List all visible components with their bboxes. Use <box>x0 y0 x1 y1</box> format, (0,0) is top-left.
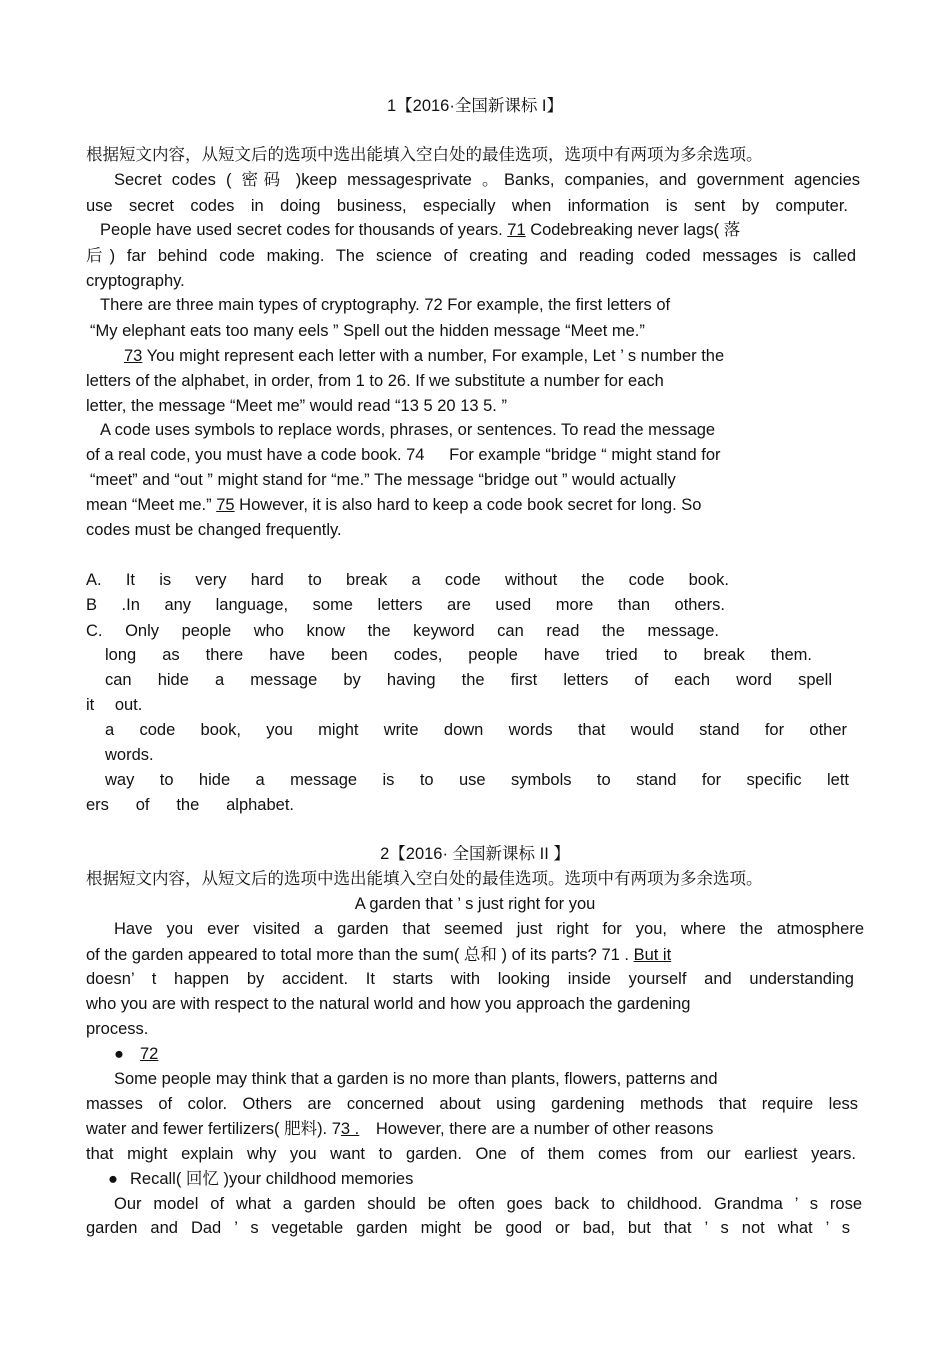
blank-71: 71 <box>507 221 526 239</box>
s1-line-5: cryptography. <box>86 272 185 290</box>
s2-line-1: Have you ever visited a garden that seemed just right for you, where the atmosphere <box>114 920 864 938</box>
bullet-icon: ● <box>108 1170 118 1188</box>
s1-line-8: 73 You might represent each letter with a number, For example, Let ’ s number the <box>124 347 725 365</box>
option-f-cont: words. <box>105 746 154 764</box>
option-g-cont: ers of the alphabet. <box>86 796 294 814</box>
blank-73: 3 . <box>340 1120 360 1138</box>
s2-line-9: that might explain why you want to garden. One of them comes from our earliest years. <box>86 1145 856 1163</box>
s2-line-7: masses of color. Others are concerned about using gardening methods that require less <box>86 1095 858 1113</box>
s2-line-6: Some people may think that a garden is no more than plants, flowers, patterns and <box>114 1070 718 1088</box>
section2-instruction: 根据短文内容，从短文后的选项中选出能填入空白处的最佳选项。选项中有两项为多余选项。 <box>86 870 763 888</box>
s2-line-2: of the garden appeared to total more than the sum( 总和 ) of its parts? 71 . But it <box>86 946 672 964</box>
blank-75: 75 <box>216 496 235 514</box>
option-b: B .In any language, some letters are used more than others. <box>86 596 725 614</box>
s2-heading-72 <box>114 1043 894 1065</box>
section2-subtitle: A garden that ’ s just right for you <box>354 895 596 913</box>
section1-instruction: 根据短文内容，从短文后的选项中选出能填入空白处的最佳选项，选项中有两项为多余选项。 <box>86 146 763 164</box>
option-c: C. Only people who know the keyword can read the message. <box>86 622 719 640</box>
s2-line-11: garden and Dad ’ s vegetable garden might be good or bad, but that ’ s not what ’ s <box>86 1219 850 1237</box>
s2-line-3: doesn’ t happen by accident. It starts with looking inside yourself and understanding <box>86 970 854 988</box>
option-g: way to hide a message is to use symbols to stand for specific lett <box>105 771 849 789</box>
s1-line-13: “meet” and “out ” might stand for “me.” The message “bridge out ” would actually <box>90 471 676 489</box>
s1-line-15: codes must be changed frequently. <box>86 521 342 539</box>
s1-line-11: A code uses symbols to replace words, phrases, or sentences. To read the message <box>100 421 716 439</box>
s1-line-2: use secret codes in doing business, especially when information is sent by computer. <box>86 197 848 215</box>
s1-line-3: People have used secret codes for thousands of years. 71 Codebreaking never lags( 落 <box>100 221 741 239</box>
blank-73: 73 <box>124 347 143 365</box>
s2-line-4: who you are with respect to the natural world and how you approach the gardening <box>86 995 691 1013</box>
bullet-icon: ● <box>114 1045 124 1063</box>
option-f: a code book, you might write down words that would stand for other <box>105 721 847 739</box>
s2-line-8: water and fewer fertilizers( 肥料). 73 . However, there are a number of other reasons <box>86 1120 714 1138</box>
s1-line-12: of a real code, you must have a code book. 74 For example “bridge “ might stand for <box>86 446 721 464</box>
option-e-cont: it out. <box>86 696 143 714</box>
option-e: can hide a message by having the first letters of each word spell <box>105 671 832 689</box>
s1-line-4: 后) far behind code making. The science of creating and reading coded messages is called <box>86 247 856 265</box>
s2-heading-recall: ● Recall( 回忆 )your childhood memories <box>108 1170 414 1188</box>
section1-title: 1【2016·全国新课标 I】 <box>386 97 564 115</box>
option-a: A. It is very hard to break a code without the code book. <box>86 571 729 589</box>
s1-line-7: “My elephant eats too many eels ” Spell out the hidden message “Meet me.” <box>90 322 645 340</box>
s2-line-10: Our model of what a garden should be often goes back to childhood. Grandma ’ s rose <box>114 1195 862 1213</box>
s1-line-6: There are three main types of cryptography. 72 For example, the first letters of <box>100 296 671 314</box>
s1-line-9: letters of the alphabet, in order, from 1 to 26. If we substitute a number for each <box>86 372 664 390</box>
blank-72: 72 <box>140 1045 159 1063</box>
s1-line-14: mean “Meet me.” 75 However, it is also hard to keep a code book secret for long. So <box>86 496 702 514</box>
section2-title: 2【2016· 全国新课标 II 】 <box>380 845 570 863</box>
blank-71-answer: But it <box>633 946 672 964</box>
s1-line-1: Secret codes ( 密码 )keep messagesprivate 。Banks, companies, and government agencies <box>114 171 860 189</box>
s2-line-5: process. <box>86 1020 149 1038</box>
option-d: long as there have been codes, people have tried to break them. <box>105 646 812 664</box>
s1-line-10: letter, the message “Meet me” would read “13 5 20 13 5. ” <box>86 397 507 415</box>
